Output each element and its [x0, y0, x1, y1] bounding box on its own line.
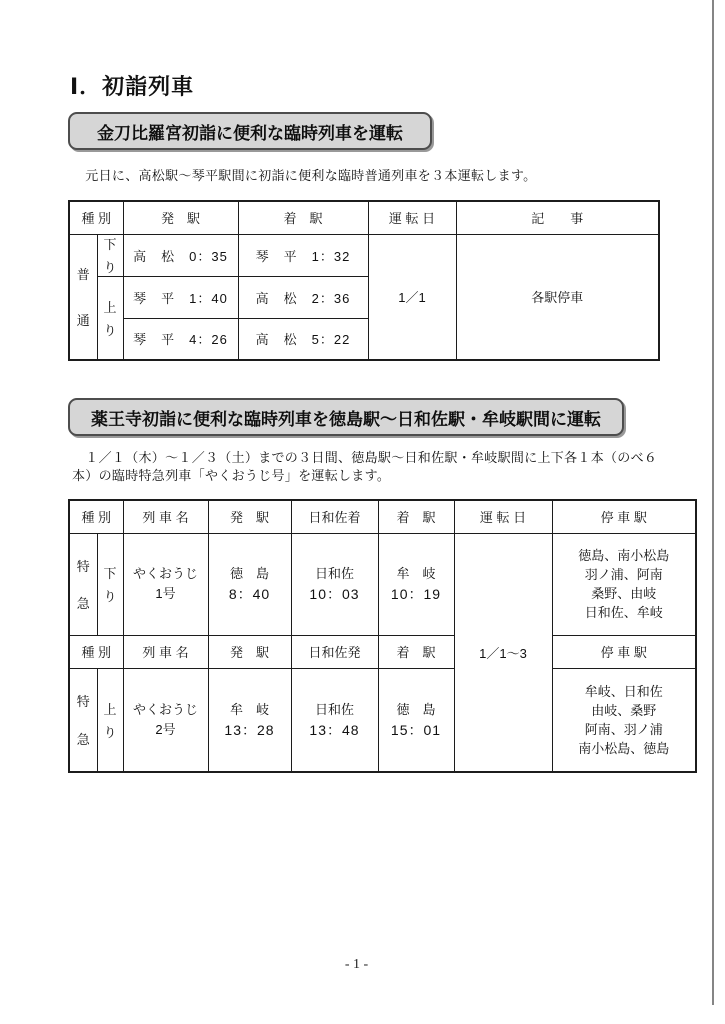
- direction-label: 上 り: [103, 701, 117, 740]
- stops-line: 由岐、桑野: [591, 702, 657, 718]
- category-cell: [69, 668, 97, 772]
- down-train-row: [69, 533, 696, 635]
- up-train-row: [69, 668, 696, 772]
- station-name: 日和佐: [314, 701, 354, 717]
- departure-cell: [208, 533, 291, 635]
- category-label: 普 通: [76, 267, 90, 329]
- header-departure: 発 駅: [123, 201, 238, 234]
- arrival-cell: 高 松 5：22: [238, 318, 368, 360]
- category-cell: [69, 234, 97, 360]
- train-name-cell: [123, 533, 208, 635]
- header-train-name: 列 車 名: [123, 635, 208, 668]
- train-name: やくおうじ: [132, 566, 198, 581]
- time-value: 15：01: [390, 721, 442, 738]
- page-title: Ⅰ．初詣列車: [70, 74, 195, 99]
- header-hiwasa-departure: 日和佐発: [291, 635, 378, 668]
- direction-cell: [97, 533, 123, 635]
- yakuoji-down-header-row: [69, 500, 696, 533]
- time-value: 13：48: [309, 721, 360, 738]
- arrival-cell: 琴 平 1：32: [238, 234, 368, 276]
- stops-line: 南小松島、徳島: [578, 740, 670, 756]
- operating-days-cell: 1／1～3: [454, 533, 552, 772]
- kotohira-timetable: [68, 200, 660, 361]
- stops-cell: [552, 668, 696, 772]
- header-type: 種 別: [69, 201, 123, 234]
- train-number: 1号: [155, 586, 176, 601]
- station-name: 牟 岐: [396, 566, 436, 581]
- header-departure: 発 駅: [208, 500, 291, 533]
- station-name: 徳 島: [229, 566, 269, 581]
- header-departure: 発 駅: [208, 635, 291, 668]
- time-value: 8：40: [228, 586, 271, 602]
- header-stops: 停 車 駅: [552, 635, 696, 668]
- time-value: 10：19: [390, 586, 442, 602]
- station-name: 牟 岐: [229, 701, 269, 717]
- stops-line: 徳島、南小松島: [578, 548, 670, 563]
- departure-cell: [208, 668, 291, 772]
- header-hiwasa-arrival: 日和佐着: [291, 500, 378, 533]
- train-number: 2号: [155, 721, 176, 737]
- stops-line: 牟岐、日和佐: [584, 683, 663, 699]
- train-name: やくおうじ: [132, 701, 198, 717]
- hiwasa-cell: [291, 668, 378, 772]
- arrival-cell: [378, 668, 454, 772]
- header-operating-days: 運 転 日: [368, 201, 456, 234]
- category-label: 特 急: [76, 558, 90, 612]
- page-number: - 1 -: [344, 957, 369, 972]
- kotohira-header-row: [69, 201, 659, 234]
- header-operating-days: 運 転 日: [454, 500, 552, 533]
- header-train-name: 列 車 名: [123, 500, 208, 533]
- stops-line: 桑野、由岐: [591, 586, 657, 601]
- direction-cell: [97, 276, 123, 360]
- arrival-cell: [378, 533, 454, 635]
- time-value: 10：03: [309, 586, 360, 602]
- stops-cell: [552, 533, 696, 635]
- direction-cell: [97, 668, 123, 772]
- departure-cell: 琴 平 1：40: [123, 276, 238, 318]
- direction-cell: [97, 234, 123, 276]
- hiwasa-cell: [291, 533, 378, 635]
- header-arrival: 着 駅: [378, 500, 454, 533]
- time-value: 13：28: [224, 721, 275, 738]
- category-label: 特 急: [76, 694, 90, 748]
- kotohira-intro-text: 元日に、高松駅～琴平駅間に初詣に便利な臨時普通列車を３本運転します。: [72, 168, 537, 183]
- intro-line: １／１（木）～１／３（土）までの３日間、徳島駅～日和佐駅・牟岐駅間に上下各１本（のべ６: [72, 450, 658, 465]
- table-row: [69, 234, 659, 276]
- departure-cell: 高 松 0：35: [123, 234, 238, 276]
- direction-label: 上 り: [103, 299, 117, 338]
- remarks-cell: 各駅停車: [456, 234, 659, 360]
- yakuoji-up-header-row: [69, 635, 696, 668]
- stops-line: 阿南、羽ノ浦: [584, 721, 663, 737]
- intro-line: 本）の臨時特急列車「やくおうじ号」を運転します。: [72, 468, 391, 483]
- direction-label: 下 り: [103, 566, 117, 604]
- header-type: 種 別: [69, 635, 123, 668]
- header-remarks: 記 事: [456, 201, 659, 234]
- page-edge-line: [712, 0, 714, 1005]
- yakuoji-banner-text: 薬王寺初詣に便利な臨時列車を徳島駅～日和佐駅・牟岐駅間に運転: [91, 409, 601, 429]
- arrival-cell: 高 松 2：36: [238, 276, 368, 318]
- yakuoji-section-banner: [68, 398, 624, 436]
- header-stops: 停 車 駅: [552, 500, 696, 533]
- header-arrival: 着 駅: [378, 635, 454, 668]
- yakuoji-intro-text: [72, 449, 692, 485]
- station-name: 徳 島: [396, 701, 436, 717]
- station-name: 日和佐: [314, 566, 354, 581]
- operating-days-cell: 1／1: [368, 234, 456, 360]
- direction-label: 下 り: [103, 237, 117, 275]
- departure-cell: 琴 平 4：26: [123, 318, 238, 360]
- kotohira-banner-text: 金刀比羅宮初詣に便利な臨時列車を運転: [97, 123, 403, 143]
- category-cell: [69, 533, 97, 635]
- header-type: 種 別: [69, 500, 123, 533]
- header-arrival: 着 駅: [238, 201, 368, 234]
- yakuoji-timetable: [68, 499, 697, 773]
- kotohira-section-banner: [68, 112, 432, 150]
- train-name-cell: [123, 668, 208, 772]
- stops-line: 羽ノ浦、阿南: [584, 567, 663, 582]
- stops-line: 日和佐、牟岐: [584, 605, 663, 620]
